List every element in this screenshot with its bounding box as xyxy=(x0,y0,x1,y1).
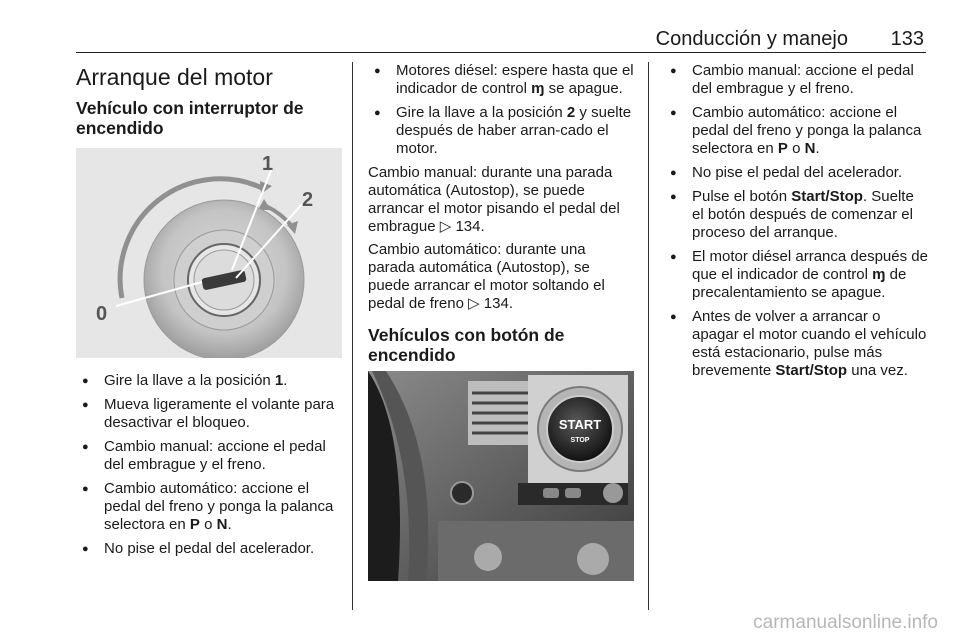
instruction-list xyxy=(664,62,928,380)
list-item xyxy=(664,104,928,158)
start-stop-figure xyxy=(368,371,634,581)
text-segment: o xyxy=(199,516,217,533)
manual-autostop-paragraph: Cambio manual: durante una parada automática (Autostop), se puede arrancar el motor pisando el pedal del embrague ▷ 134. xyxy=(368,164,620,235)
glow-plug-icon: ɱ xyxy=(531,80,545,97)
list-item xyxy=(76,372,342,390)
text-segment: . xyxy=(283,372,288,389)
list-item xyxy=(368,62,634,98)
text-segment: . xyxy=(227,516,232,533)
stop-label: STOP xyxy=(570,437,590,444)
text-segment: Cambio manual: accione el pedal del embrague y el freno. xyxy=(104,438,326,473)
text-segment: Cambio manual: accione el pedal del embrague y el freno. xyxy=(692,62,914,97)
column-3 xyxy=(664,62,928,386)
list-item xyxy=(664,62,928,98)
text-segment: Cambio automático: accione el pedal del freno y ponga la palanca selectora en xyxy=(692,104,922,157)
position-label-1: 1 xyxy=(262,153,274,175)
watermark: carmanualsonline.info xyxy=(753,612,938,633)
text-segment: Antes de volver a arrancar o apagar el motor cuando el vehículo está estacionario, pulse más brevemente xyxy=(692,308,927,379)
text-segment: El motor diésel arranca después de que el indicador de control xyxy=(692,248,928,283)
text-segment: Gire la llave a la posición xyxy=(104,372,275,389)
bold-term: Start/Stop xyxy=(775,362,848,379)
ignition-switch-illustration xyxy=(76,148,342,358)
triangle-right-icon: ▷ xyxy=(439,218,452,235)
list-item xyxy=(76,438,342,474)
triangle-right-icon: ▷ xyxy=(468,295,480,312)
position-label-0: 0 xyxy=(96,303,108,325)
glow-plug-icon: ɱ xyxy=(872,266,886,283)
text-segment: No pise el pedal del acelerador. xyxy=(692,164,903,181)
text-segment: Mueva ligeramente el volante para desactivar el bloqueo. xyxy=(104,396,335,431)
list-item xyxy=(76,540,342,558)
list-item xyxy=(76,396,342,432)
list-item xyxy=(664,248,928,302)
column-1 xyxy=(76,62,342,564)
list-item xyxy=(76,480,342,534)
text-segment: . Suelte el botón después de comenzar el proceso del arranque. xyxy=(692,188,914,241)
position-label-2: 2 xyxy=(302,189,314,211)
text-segment: . xyxy=(815,140,820,157)
instruction-list xyxy=(368,62,634,158)
instruction-list xyxy=(76,372,342,558)
section-title: Conducción y manejo xyxy=(655,28,848,50)
text-segment: No pise el pedal del acelerador. xyxy=(104,540,315,557)
list-item xyxy=(664,188,928,242)
automatic-autostop-paragraph: Cambio automático: durante una parada automática (Autostop), se puede arrancar el motor soltando el pedal de freno ▷ 134. xyxy=(368,241,605,312)
page-number: 133 xyxy=(890,28,924,50)
text-segment: y suelte después de haber arran-cado el motor. xyxy=(396,104,632,157)
bold-term: Start/Stop xyxy=(791,188,863,205)
start-stop-illustration xyxy=(368,371,634,581)
page-header xyxy=(76,26,926,53)
ignition-switch-figure xyxy=(76,148,342,358)
text-segment: Motores diésel: espere hasta que el indicador de control xyxy=(396,62,634,97)
bold-term: P xyxy=(777,140,788,157)
text-segment: de precalentamiento se apague. xyxy=(692,266,907,301)
text-segment: Gire la llave a la posición xyxy=(396,104,567,121)
text-segment: Pulse el botón xyxy=(692,188,792,205)
bold-term: 2 xyxy=(566,104,576,121)
column-2 xyxy=(368,62,634,581)
bold-term: 1 xyxy=(274,372,284,389)
list-item xyxy=(664,308,928,380)
column-divider xyxy=(648,62,649,610)
start-label: START xyxy=(558,417,602,432)
bold-term: P xyxy=(189,516,200,533)
subsection-heading: Vehículo con interruptor de encendido xyxy=(76,98,304,138)
text-segment: Cambio automático: accione el pedal del freno y ponga la palanca selectora en xyxy=(104,480,334,533)
section-heading: Arranque del motor xyxy=(76,64,273,90)
column-divider xyxy=(352,62,353,610)
bold-term: N xyxy=(216,516,228,533)
text-segment: una vez. xyxy=(847,362,908,379)
subsection-heading: Vehículos con botón de encendido xyxy=(368,325,565,365)
text-segment: o xyxy=(787,140,805,157)
bold-term: N xyxy=(804,140,816,157)
list-item xyxy=(664,164,928,182)
list-item xyxy=(368,104,634,158)
text-segment: se apague. xyxy=(544,80,623,97)
